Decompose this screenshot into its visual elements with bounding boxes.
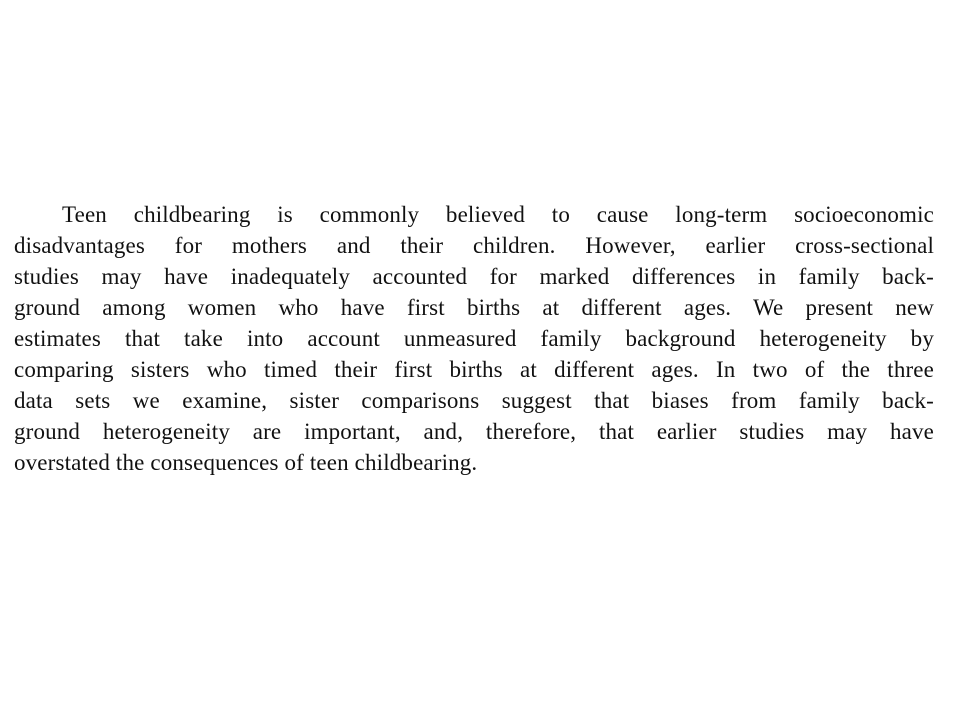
- abstract-line: studies may have inadequately accounted for marked differences in family back-: [14, 264, 934, 289]
- abstract-paragraph: [14, 199, 934, 478]
- abstract-line: disadvantages for mothers and their children. However, earlier cross-sectional: [14, 233, 934, 258]
- abstract-line: overstated the consequences of teen childbearing.: [14, 450, 478, 475]
- abstract-line: ground heterogeneity are important, and, therefore, that earlier studies may have: [14, 419, 934, 444]
- abstract-line: data sets we examine, sister comparisons suggest that biases from family back-: [14, 388, 934, 413]
- abstract-line: ground among women who have first births at different ages. We present new: [14, 295, 934, 320]
- abstract-line: Teen childbearing is commonly believed to cause long-term socioeconomic: [62, 202, 934, 227]
- abstract-line: comparing sisters who timed their first births at different ages. In two of the three: [14, 357, 934, 382]
- abstract-line: estimates that take into account unmeasured family background heterogeneity by: [14, 326, 934, 351]
